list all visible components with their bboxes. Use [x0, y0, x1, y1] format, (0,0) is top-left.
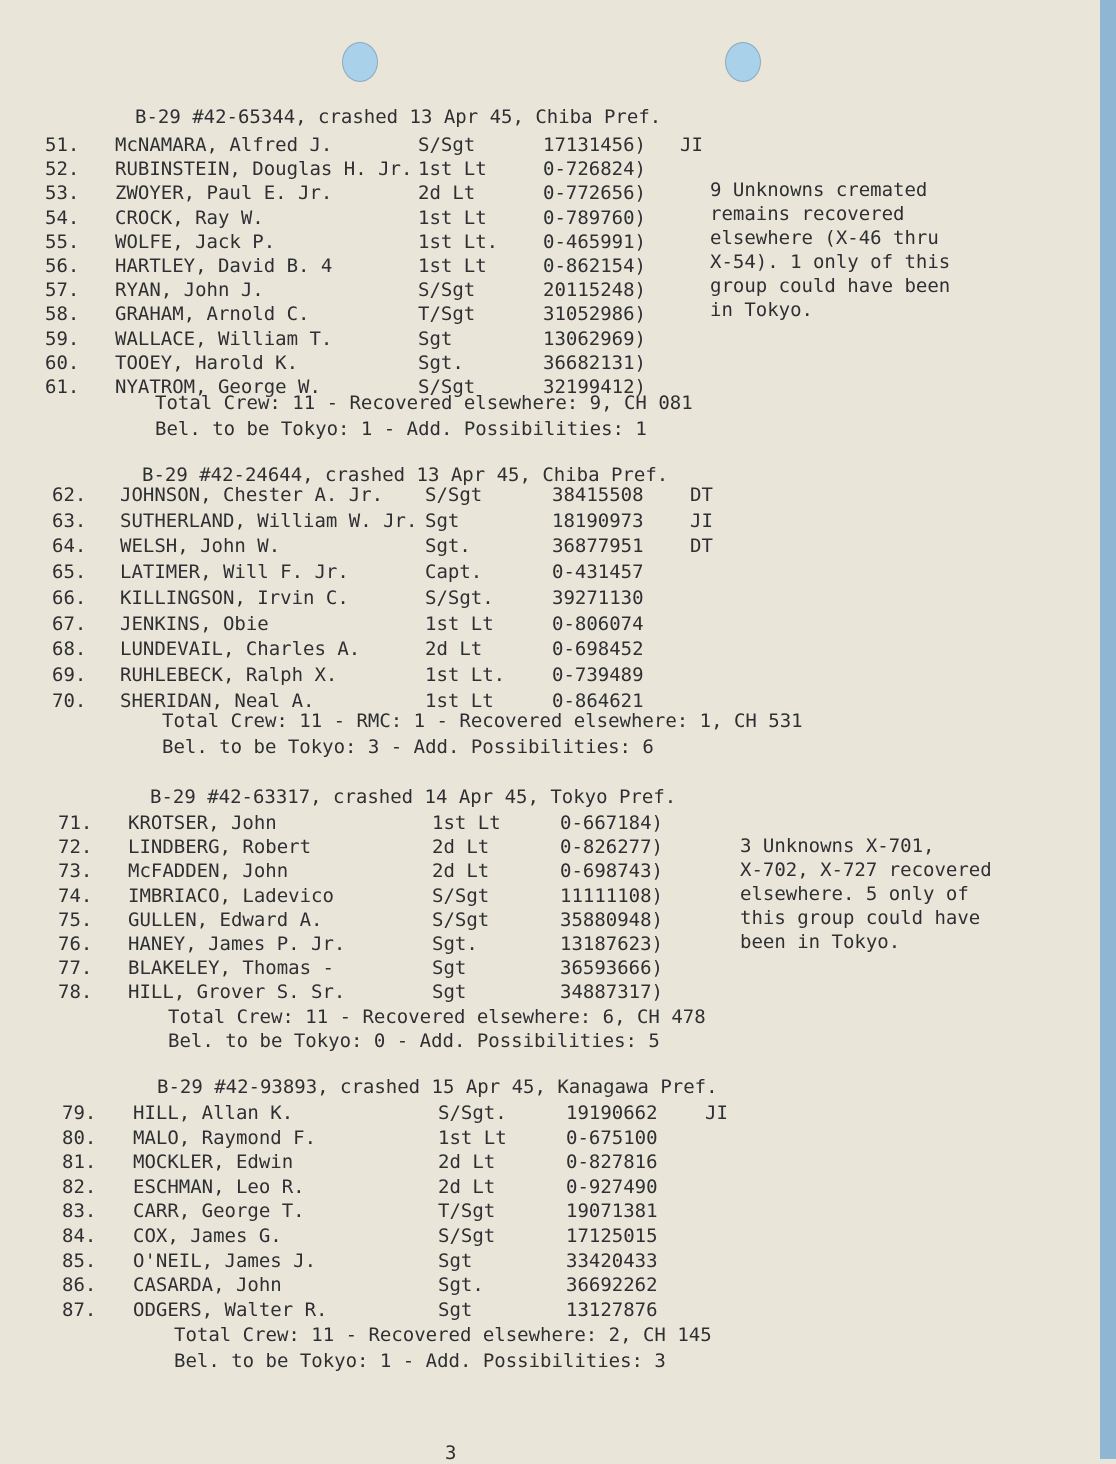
crew-serial: 0-698452	[552, 638, 644, 661]
crew-num: 55.	[45, 230, 80, 253]
crew-num: 83.	[62, 1200, 97, 1223]
crew-num: 59.	[45, 327, 80, 350]
crew-name: SUTHERLAND, William W. Jr.	[120, 509, 418, 532]
remarks-line: remains recovered	[710, 203, 905, 225]
crew-tag: JI	[690, 509, 713, 532]
crew-serial: 36692262	[566, 1274, 658, 1297]
crew-name: HILL, Grover S. Sr.	[128, 981, 346, 1004]
crew-serial: 31052986)	[543, 303, 646, 326]
crew-serial: 34887317)	[560, 981, 663, 1004]
crew-num: 75.	[58, 908, 93, 931]
total-crew-line: Total Crew: 11 - RMC: 1 - Recovered elsewhere: 1, CH 531	[162, 710, 803, 732]
crew-rank: Sgt	[432, 957, 467, 980]
crew-serial: 0-864621	[552, 689, 644, 712]
crew-name: MALO, Raymond F.	[133, 1126, 317, 1149]
crew-rank: 2d Lt	[438, 1175, 496, 1198]
crew-rank: Sgt.	[432, 933, 478, 955]
page-edge	[1100, 0, 1116, 1459]
crew-rank: Sgt	[432, 981, 467, 1004]
crash-header: B-29 #42-24644, crashed 13 Apr 45, Chiba Pref.	[142, 464, 669, 486]
crew-num: 68.	[52, 638, 87, 661]
crew-rank: 1st Lt	[425, 612, 494, 635]
crew-rank: Capt.	[425, 561, 483, 584]
crew-name: LUNDEVAIL, Charles A.	[120, 638, 361, 661]
crew-num: 64.	[52, 535, 87, 558]
crew-num: 72.	[58, 836, 93, 859]
crew-serial: 0-431457	[552, 561, 644, 584]
crew-num: 87.	[62, 1298, 97, 1321]
crew-serial: 20115248)	[543, 279, 646, 302]
crew-rank: S/Sgt	[425, 484, 483, 506]
crew-name: TOOEY, Harold K.	[115, 351, 299, 374]
crew-name: GRAHAM, Arnold C.	[115, 303, 310, 326]
crew-rank: 1st Lt	[425, 689, 494, 712]
crew-num: 57.	[45, 279, 80, 302]
crew-serial: 17131456)	[543, 134, 646, 156]
crew-serial: 35880948)	[560, 908, 663, 931]
crew-num: 70.	[52, 689, 87, 712]
crew-rank: 1st Lt.	[418, 230, 499, 253]
crew-num: 79.	[62, 1102, 97, 1124]
crew-serial: 39271130	[552, 586, 644, 609]
crew-tag: DT	[690, 535, 713, 558]
crew-name: KROTSER, John	[128, 812, 277, 834]
crew-serial: 0-739489	[552, 663, 644, 686]
remarks-line: in Tokyo.	[710, 299, 813, 321]
crew-rank: 1st Lt.	[425, 663, 506, 686]
crew-num: 77.	[58, 957, 93, 980]
believed-tokyo-line: Bel. to be Tokyo: 1 - Add. Possibilities: 1	[155, 418, 647, 440]
crew-tag: DT	[690, 484, 713, 506]
crew-serial: 32199412)	[543, 376, 646, 398]
crew-rank: Sgt	[438, 1298, 473, 1321]
crew-name: WELSH, John W.	[120, 535, 281, 558]
crew-serial: 18190973	[552, 509, 644, 532]
crew-rank: Sgt.	[425, 535, 471, 558]
crew-num: 67.	[52, 612, 87, 635]
crew-name: McFADDEN, John	[128, 860, 289, 883]
crew-rank: Sgt	[438, 1249, 473, 1272]
crew-rank: S/Sgt	[432, 884, 490, 907]
crew-num: 80.	[62, 1126, 97, 1149]
crew-name: HANEY, James P. Jr.	[128, 933, 346, 955]
crew-serial: 0-698743)	[560, 860, 663, 883]
crew-serial: 13187623)	[560, 933, 663, 955]
crew-name: NYATROM, George W.	[115, 376, 321, 398]
crew-num: 74.	[58, 884, 93, 907]
crew-rank: S/Sgt	[418, 279, 476, 302]
crew-num: 66.	[52, 586, 87, 609]
total-crew-line: Total Crew: 11 - Recovered elsewhere: 6, CH 478	[168, 1006, 706, 1028]
crew-num: 78.	[58, 981, 93, 1004]
crew-num: 81.	[62, 1151, 97, 1174]
crash-header: B-29 #42-63317, crashed 14 Apr 45, Tokyo Pref.	[150, 786, 677, 808]
crew-serial: 0-667184)	[560, 812, 663, 834]
crew-name: SHERIDAN, Neal A.	[120, 689, 315, 712]
crew-num: 63.	[52, 509, 87, 532]
crew-rank: Sgt.	[418, 351, 464, 374]
crew-serial: 0-465991)	[543, 230, 646, 253]
remarks-line: X-702, X-727 recovered	[740, 859, 992, 881]
crew-serial: 0-826277)	[560, 836, 663, 859]
page-number: 3	[445, 1442, 457, 1464]
crew-serial: 0-675100	[566, 1126, 658, 1149]
crew-name: ESCHMAN, Leo R.	[133, 1175, 305, 1198]
crew-rank: Sgt	[418, 327, 453, 350]
crew-name: ODGERS, Walter R.	[133, 1298, 328, 1321]
crew-num: 62.	[52, 484, 87, 506]
remarks-line: elsewhere (X-46 thru	[710, 227, 939, 249]
crew-rank: 2d Lt	[418, 182, 476, 205]
crew-name: GULLEN, Edward A.	[128, 908, 323, 931]
believed-tokyo-line: Bel. to be Tokyo: 1 - Add. Possibilities: 3	[174, 1350, 666, 1372]
crew-name: O'NEIL, James J.	[133, 1249, 317, 1272]
crew-rank: 1st Lt	[418, 158, 487, 181]
crew-name: McNAMARA, Alfred J.	[115, 134, 333, 156]
crew-serial: 0-927490	[566, 1175, 658, 1198]
crew-rank: 1st Lt	[438, 1126, 507, 1149]
remarks-note	[710, 178, 950, 322]
crew-serial: 36593666)	[560, 957, 663, 980]
crew-name: BLAKELEY, Thomas -	[128, 957, 334, 980]
crew-num: 56.	[45, 255, 80, 277]
crew-name: JENKINS, Obie	[120, 612, 269, 635]
crew-num: 69.	[52, 663, 87, 686]
crew-serial: 19190662	[566, 1102, 658, 1124]
crew-name: RUBINSTEIN, Douglas H. Jr.	[115, 158, 413, 181]
crew-num: 51.	[45, 134, 80, 156]
crew-serial: 17125015	[566, 1225, 658, 1247]
crew-serial: 13127876	[566, 1298, 658, 1321]
crew-rank: S/Sgt	[432, 908, 490, 931]
crew-rank: S/Sgt.	[425, 586, 494, 609]
crew-rank: S/Sgt	[418, 376, 476, 398]
crew-rank: 1st Lt	[418, 255, 487, 277]
crash-header: B-29 #42-65344, crashed 13 Apr 45, Chiba Pref.	[135, 106, 662, 128]
crew-num: 54.	[45, 206, 80, 229]
crew-num: 60.	[45, 351, 80, 374]
crew-serial: 0-806074	[552, 612, 644, 635]
crew-serial: 11111108)	[560, 884, 663, 907]
crew-tag: JI	[705, 1102, 728, 1124]
crew-num: 76.	[58, 933, 93, 955]
crew-num: 61.	[45, 376, 80, 398]
crew-name: CARR, George T.	[133, 1200, 305, 1223]
crew-serial: 36682131)	[543, 351, 646, 374]
crew-rank: 2d Lt	[432, 860, 490, 883]
crew-name: ZWOYER, Paul E. Jr.	[115, 182, 333, 205]
crew-rank: 2d Lt	[438, 1151, 496, 1174]
crew-rank: Sgt.	[438, 1274, 484, 1297]
remarks-line: 3 Unknowns X-701,	[740, 835, 935, 857]
crew-serial: 19071381	[566, 1200, 658, 1223]
crew-num: 84.	[62, 1225, 97, 1247]
crew-num: 86.	[62, 1274, 97, 1297]
crew-name: IMBRIACO, Ladevico	[128, 884, 334, 907]
punch-hole	[725, 42, 761, 82]
crew-name: LATIMER, Will F. Jr.	[120, 561, 349, 584]
crew-name: RUHLEBECK, Ralph X.	[120, 663, 338, 686]
crew-rank: 2d Lt	[432, 836, 490, 859]
remarks-line: group could have been	[710, 275, 951, 297]
crew-name: KILLINGSON, Irvin C.	[120, 586, 349, 609]
crew-num: 73.	[58, 860, 93, 883]
crew-rank: S/Sgt	[438, 1225, 496, 1247]
crew-name: WALLACE, William T.	[115, 327, 333, 350]
crew-serial: 0-726824)	[543, 158, 646, 181]
crew-rank: S/Sgt.	[438, 1102, 507, 1124]
crew-serial: 33420433	[566, 1249, 658, 1272]
crew-num: 58.	[45, 303, 80, 326]
crew-name: COX, James G.	[133, 1225, 282, 1247]
crew-rank: 2d Lt	[425, 638, 483, 661]
crew-num: 85.	[62, 1249, 97, 1272]
crew-rank: T/Sgt	[438, 1200, 496, 1223]
crew-serial: 36877951	[552, 535, 644, 558]
crew-num: 71.	[58, 812, 93, 834]
crew-serial: 0-772656)	[543, 182, 646, 205]
crew-name: HARTLEY, David B. 4	[115, 255, 333, 277]
remarks-line: been in Tokyo.	[740, 931, 901, 953]
crew-name: CASARDA, John	[133, 1274, 282, 1297]
total-crew-line: Total Crew: 11 - Recovered elsewhere: 2, CH 145	[174, 1324, 712, 1346]
total-crew-line: Total Crew: 11 - Recovered elsewhere: 9, CH 081	[155, 392, 693, 414]
crew-num: 65.	[52, 561, 87, 584]
crew-rank: T/Sgt	[418, 303, 476, 326]
crew-rank: S/Sgt	[418, 134, 476, 156]
crew-serial: 0-827816	[566, 1151, 658, 1174]
crew-name: WOLFE, Jack P.	[115, 230, 276, 253]
crew-name: HILL, Allan K.	[133, 1102, 294, 1124]
crew-rank: 1st Lt	[418, 206, 487, 229]
crew-rank: Sgt	[425, 509, 460, 532]
crew-serial: 0-862154)	[543, 255, 646, 277]
remarks-line: X-54). 1 only of this	[710, 251, 951, 273]
punch-hole	[342, 42, 378, 82]
crew-num: 52.	[45, 158, 80, 181]
crew-serial: 13062969)	[543, 327, 646, 350]
believed-tokyo-line: Bel. to be Tokyo: 0 - Add. Possibilities: 5	[168, 1030, 660, 1052]
remarks-line: 9 Unknowns cremated	[710, 179, 928, 201]
crew-name: MOCKLER, Edwin	[133, 1151, 294, 1174]
crew-name: JOHNSON, Chester A. Jr.	[120, 484, 384, 506]
crew-num: 53.	[45, 182, 80, 205]
crew-tag: JI	[680, 134, 703, 156]
remarks-note	[740, 834, 992, 954]
crew-serial: 0-789760)	[543, 206, 646, 229]
crew-rank: 1st Lt	[432, 812, 501, 834]
crew-name: LINDBERG, Robert	[128, 836, 312, 859]
crew-num: 82.	[62, 1175, 97, 1198]
remarks-line: this group could have	[740, 907, 981, 929]
believed-tokyo-line: Bel. to be Tokyo: 3 - Add. Possibilities: 6	[162, 736, 654, 758]
crew-serial: 38415508	[552, 484, 644, 506]
remarks-line: elsewhere. 5 only of	[740, 883, 969, 905]
crew-name: RYAN, John J.	[115, 279, 264, 302]
crew-name: CROCK, Ray W.	[115, 206, 264, 229]
crash-header: B-29 #42-93893, crashed 15 Apr 45, Kanagawa Pref.	[157, 1076, 718, 1098]
